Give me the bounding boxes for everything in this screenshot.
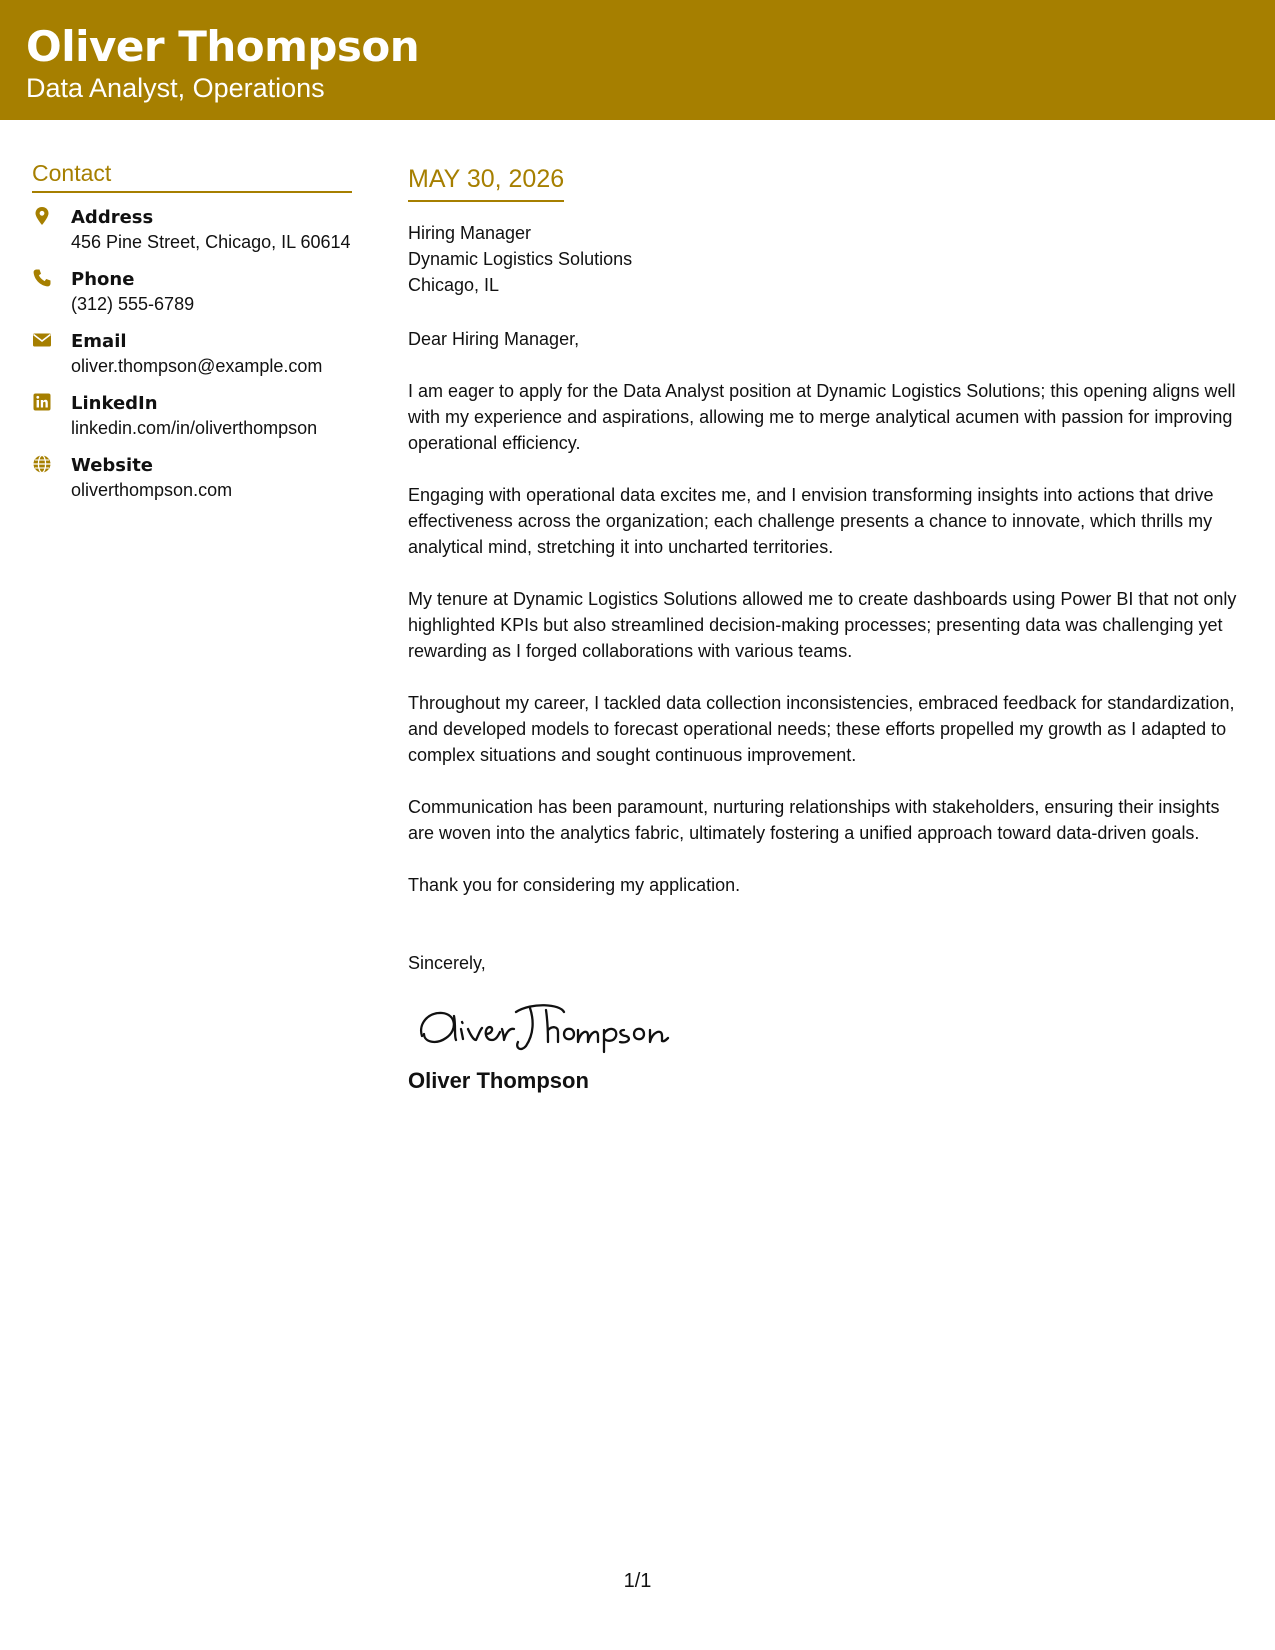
recipient-line: Chicago, IL: [408, 275, 500, 295]
header-banner: [0, 0, 1275, 120]
linkedin-label: LinkedIn: [71, 393, 158, 414]
body-paragraph: Throughout my career, I tackled data collection inconsistencies, embraced feedback for standardization, and developed models to forecast operational needs; these efforts propelled my growth as I adapted to complex situations and sought continuous improvement.: [408, 693, 1235, 765]
body-paragraph: Thank you for considering my application.: [408, 875, 741, 895]
linkedin-value: linkedin.com/in/oliverthompson: [71, 418, 318, 438]
page-number: 1/1: [623, 1570, 652, 1592]
contact-heading: Contact: [32, 160, 352, 193]
signed-name: Oliver Thompson: [408, 1068, 589, 1093]
body-paragraph: Engaging with operational data excites me, and I envision transforming insights into actions that drive effectiveness across the organization; each challenge presents a chance to innovate, which thrills my analytical mind, stretching it into uncharted territories.: [408, 485, 1214, 557]
envelope-icon: [32, 330, 52, 350]
contact-item-phone: [32, 267, 352, 317]
phone-label: Phone: [71, 269, 135, 290]
address-label: Address: [71, 207, 154, 228]
contact-item-website: [32, 453, 352, 503]
contact-item-email: [32, 329, 352, 379]
recipient-line: Hiring Manager: [408, 223, 532, 243]
linkedin-icon: [32, 392, 52, 412]
applicant-name: Oliver Thompson: [26, 22, 420, 71]
letter-date: MAY 30, 2026: [408, 165, 564, 202]
phone-icon: [32, 268, 52, 288]
handwritten-signature: [414, 996, 674, 1056]
phone-value: (312) 555-6789: [71, 294, 195, 314]
email-label: Email: [71, 331, 127, 352]
contact-item-address: [32, 205, 352, 255]
map-pin-icon: [32, 206, 52, 226]
contact-sidebar: [32, 160, 352, 515]
body-paragraph: My tenure at Dynamic Logistics Solutions allowed me to create dashboards using Power BI that not only highlighted KPIs but also streamlined decision-making processes; presenting data was challenging yet rewarding as I forged collaborations with various teams.: [408, 589, 1237, 661]
website-label: Website: [71, 455, 154, 476]
letter-body: [408, 165, 1243, 1094]
globe-icon: [32, 454, 52, 474]
recipient-line: Dynamic Logistics Solutions: [408, 249, 633, 269]
body-paragraph: Communication has been paramount, nurturing relationships with stakeholders, ensuring their insights are woven into the analytics fabric, ultimately fostering a unified approach toward data-driven goals.: [408, 797, 1220, 843]
applicant-role: Data Analyst, Operations: [26, 73, 325, 103]
recipient-block: [408, 220, 1243, 298]
address-value: 456 Pine Street, Chicago, IL 60614: [71, 232, 351, 252]
email-value: oliver.thompson@example.com: [71, 356, 323, 376]
closing: Sincerely,: [408, 953, 486, 973]
salutation: Dear Hiring Manager,: [408, 329, 580, 349]
contact-item-linkedin: [32, 391, 352, 441]
website-value: oliverthompson.com: [71, 480, 233, 500]
body-paragraph: I am eager to apply for the Data Analyst position at Dynamic Logistics Solutions; this opening aligns well with my experience and aspirations, allowing me to merge analytical acumen with passion for improving operational efficiency.: [408, 381, 1236, 453]
